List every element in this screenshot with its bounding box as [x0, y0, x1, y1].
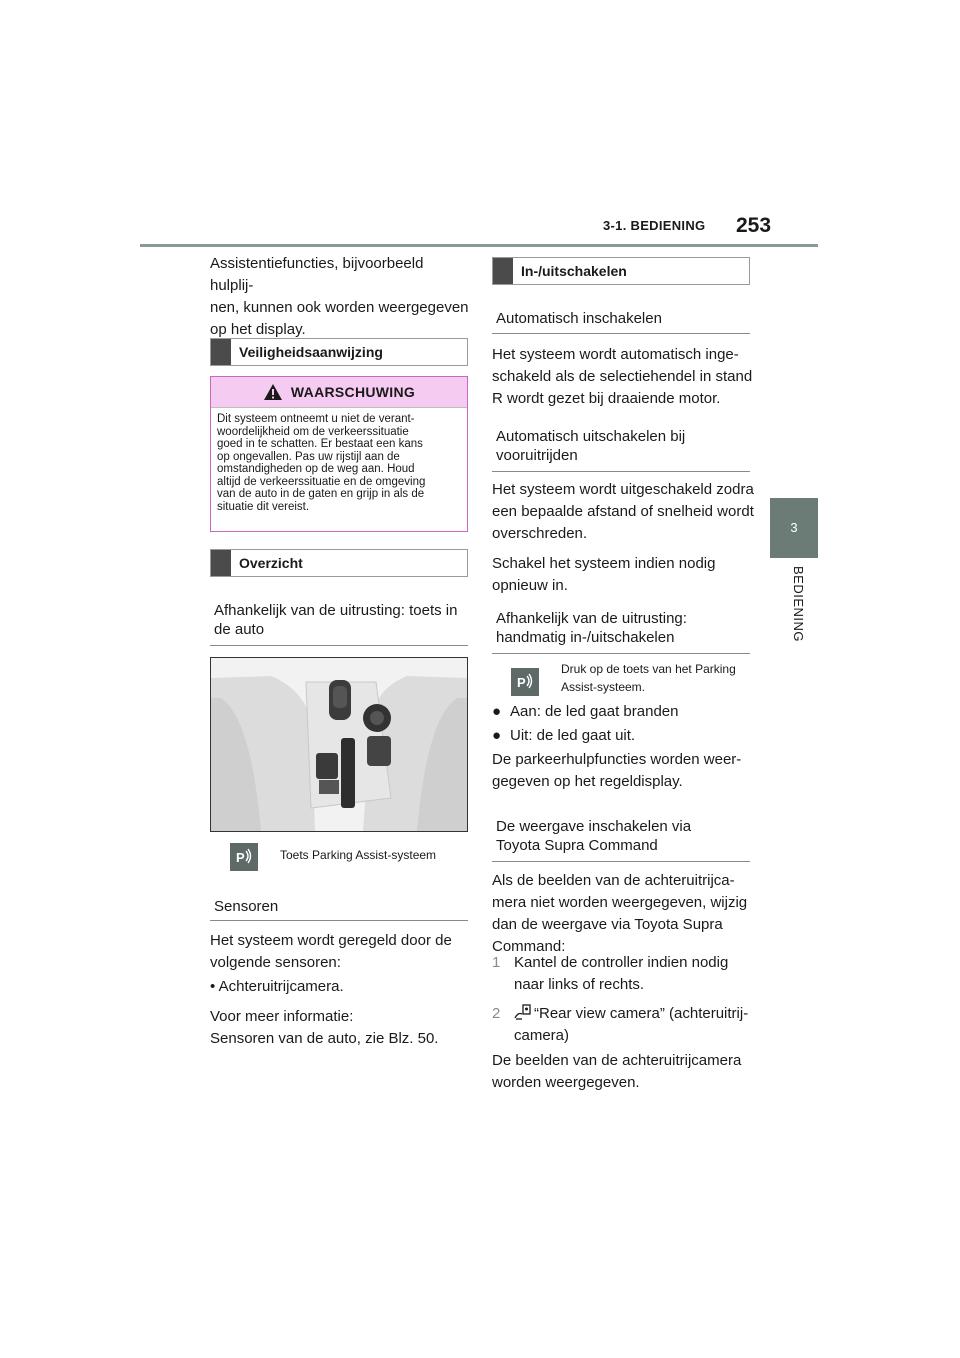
auto-off-heading: Automatisch uitschakelen bij vooruitrijden: [492, 427, 750, 472]
manual-heading: Afhankelijk van de uitrusting: handmatig in-/uitschakelen: [492, 609, 750, 654]
header-rule: [140, 244, 818, 247]
warning-triangle-icon: [263, 383, 283, 401]
page-number: 253: [736, 214, 772, 237]
step-2: 2 “Rear view camera” (achteruitrij- camera): [492, 1005, 749, 1044]
rear-camera-icon: [514, 1004, 532, 1020]
parking-assist-icon: [511, 668, 539, 696]
console-photo: [210, 657, 468, 832]
chapter-tab: 3: [770, 498, 818, 558]
overview-heading: Overzicht: [210, 549, 468, 577]
auto-on-text: Het systeem wordt automatisch inge- schakeld als de selectiehendel in stand R wordt gezet bij draaiende motor.: [492, 346, 753, 407]
bullet-off: ● Uit: de led gaat uit.: [492, 727, 636, 744]
led-status-list: ● Aan: de led gaat branden ● Uit: de led gaat uit. De parkeerhulpfuncties worden weer- gegeven op het regeldisplay.: [492, 701, 754, 793]
view-text: Als de beelden van de achteruitrijca- mera niet worden weergegeven, wijzig dan de weergave via Toyota Supra Command:: [492, 872, 748, 955]
intro-text: Assistentiefuncties, bijvoorbeeld hulplij- nen, kunnen ook worden weergegeven op het display.: [210, 255, 469, 338]
sensors-bullet: • Achteruitrijcamera.: [210, 978, 344, 995]
auto-on-heading: Automatisch inschakelen: [492, 309, 750, 334]
press-button-text: Druk op de toets van het Parking Assist-systeem.: [561, 662, 736, 694]
step-1: 1 Kantel de controller indien nodig naar links of rechts.: [492, 954, 729, 993]
result-text: De beelden van de achteruitrijcamera worden weergegeven.: [492, 1052, 742, 1091]
parking-assist-icon: [230, 843, 258, 871]
view-heading: De weergave inschakelen via Toyota Supra Command: [492, 817, 750, 862]
auto-off-text: Het systeem wordt uitgeschakeld zodra een bepaalde afstand of snelheid wordt overschreden. Schakel het systeem indien nodig opnieuw in.: [492, 481, 754, 594]
section-title: 3-1. BEDIENING: [603, 218, 706, 233]
chapter-label: BEDIENING: [791, 566, 806, 643]
warning-title: WAARSCHUWING: [290, 384, 416, 400]
warning-text: Dit systeem ontneemt u niet de verant- woordelijkheid om de verkeerssituatie goed in te schatten. Er bestaat een kans op ongevallen. Pas uw rijstijl aan de omstandigheden op de weg aan. Houd altijd de verkeerssituatie en de omgeving van de auto in de gaten en grijp in als de situatie dit vereist.: [217, 413, 426, 513]
svg-text:P: P: [517, 675, 526, 690]
overview-subheading: Afhankelijk van de uitrusting: toets in de auto: [210, 601, 468, 646]
safety-heading: Veiligheidsaanwijzing: [210, 338, 468, 366]
sensors-heading: Sensoren: [210, 897, 468, 921]
svg-text:P: P: [236, 850, 245, 865]
bullet-on: ● Aan: de led gaat branden: [492, 703, 679, 720]
in-out-heading: In-/uitschakelen: [492, 257, 750, 285]
sensors-text: Het systeem wordt geregeld door de volgende sensoren: • Achteruitrijcamera. Voor meer informatie: Sensoren van de auto, zie Blz. 50.: [210, 930, 470, 1050]
warning-header: [211, 377, 467, 408]
warning-box: [210, 376, 468, 532]
photo-caption: Toets Parking Assist-systeem: [280, 848, 437, 862]
